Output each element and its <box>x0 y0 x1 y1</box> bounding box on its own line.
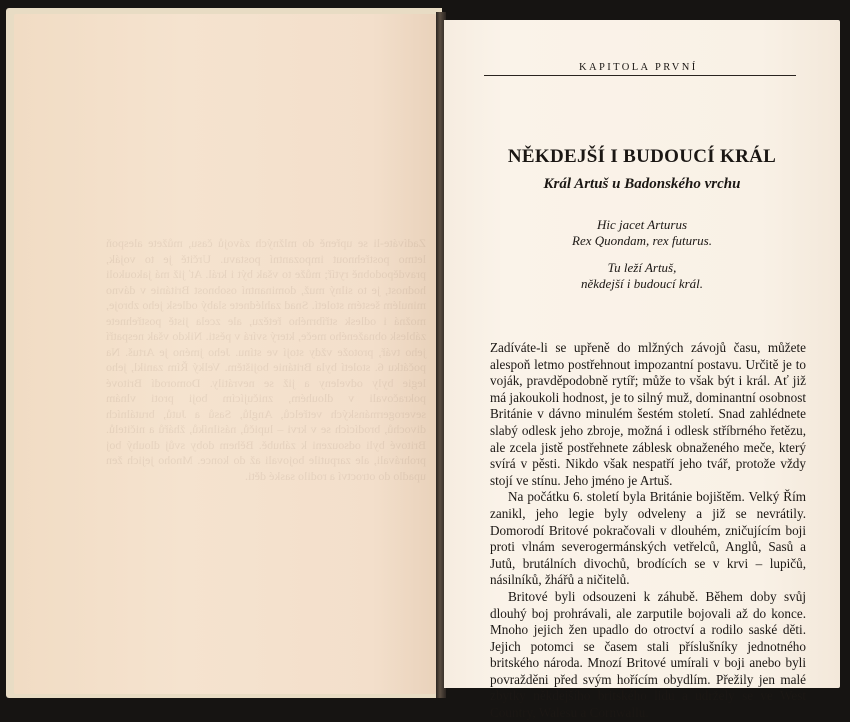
body-paragraph: Na počátku 6. století byla Británie bojištěm. Velký Řím zanikl, jeho legie byly odveleny a již se nevrátily. Domorodí Britové pokračovali v dlouhém, zničujícím boji proti vlnám severogermánských vetřelců, Anglů, Sasů a Jutů, brutálních divochů, brodících se v krvi – lupičů, násilníků, žhářů a ničitelů. <box>490 489 806 588</box>
epigraph-czech <box>444 260 840 292</box>
running-header-label: KAPITOLA PRVNÍ <box>579 62 698 73</box>
epigraph-latin-line: Rex Quondam, rex futurus. <box>572 233 712 248</box>
epigraph-latin <box>444 217 840 249</box>
chapter-body <box>490 340 806 722</box>
show-through-text: Zadíváte-li se upřeně do mlžných závojů času, můžete alespoň letmo postřehnout impozantní postavu. Určitě je to voják, pravděpodobně rytíř; může to však být i král. Ať již má jakoukoli hodnost, je to silný muž, dominantní osobnost Británie v dávno minulém šestém století. Snad zahlédnete slabý odlesk jeho zbroje, možná i odlesk stříbrného řetězu, ale zcela jistě postřehnete záblesk obnaženého meče, který svírá v pěsti. Nikdo však nespatří jeho tvář, protože vždy stojí ve stínu. Jeho jméno je Artuš. Na počátku 6. století byla Británie bojištěm. Velký Řím zanikl, jeho legie byly odveleny a již se nevrátily. Domorodí Britové pokračovali v dlouhém, zničujícím boji proti vlnám severogermánských vetřelců, Anglů, Sasů a Jutů, brutálních divochů, brodících se v krvi – lupičů, násilníků, žhářů a ničitelů. Britové byli odsouzeni k záhubě. Během doby svůj dlouhý boj prohrávali, ale zarputile bojovali až do konce. Mnoho jejich žen upadlo do otroctví a rodilo saské děti. <box>106 236 426 483</box>
body-paragraph: Britové byli odsouzeni k záhubě. Během doby svůj dlouhý boj prohrávali, ale zarputile bojovali až do konce. Mnoho jejich žen upadlo do otroctví a rodilo saské děti. Jejich potomci se časem stali příslušníky jednotného britského národa. Mnozí Britové umírali v boji anebo byli povražděni před svým hořícím obydlím. Přežily jen malé zbytky někdejšího britského lidu a udržely se ve West Country, Walesu a Cornwallu. <box>490 588 806 721</box>
epigraph-czech-line: někdejší i budoucí král. <box>580 276 704 291</box>
running-header <box>484 62 796 76</box>
body-paragraph: Zadíváte-li se upřeně do mlžných závojů času, můžete alespoň letmo postřehnout impozantní postavu. Určitě je to voják, pravděpodobně rytíř; může to však být i král. Ať již má jakoukoli hodnost, je to silný muž, dominantní osobnost Británie v dávno minulém šestém století. Snad zahlédnete slabý odlesk jeho zbroje, možná i odlesk stříbrného řetězu, ale zcela jistě postřehnete záblesk obnaženého meče, který svírá v pěsti. Nikdo však nespatří jeho tvář, protože vždy stojí ve stínu. Jeho jméno je Artuš. <box>490 340 806 488</box>
left-page <box>14 14 436 694</box>
chapter-title: NĚKDEJŠÍ I BUDOUCÍ KRÁL <box>507 146 777 167</box>
epigraph-czech-line: Tu leží Artuš, <box>607 260 677 275</box>
epigraph-latin-line: Hic jacet Arturus <box>596 217 688 232</box>
right-page <box>444 20 840 721</box>
chapter-subtitle: Král Artuš u Badonského vrchu <box>543 176 741 192</box>
